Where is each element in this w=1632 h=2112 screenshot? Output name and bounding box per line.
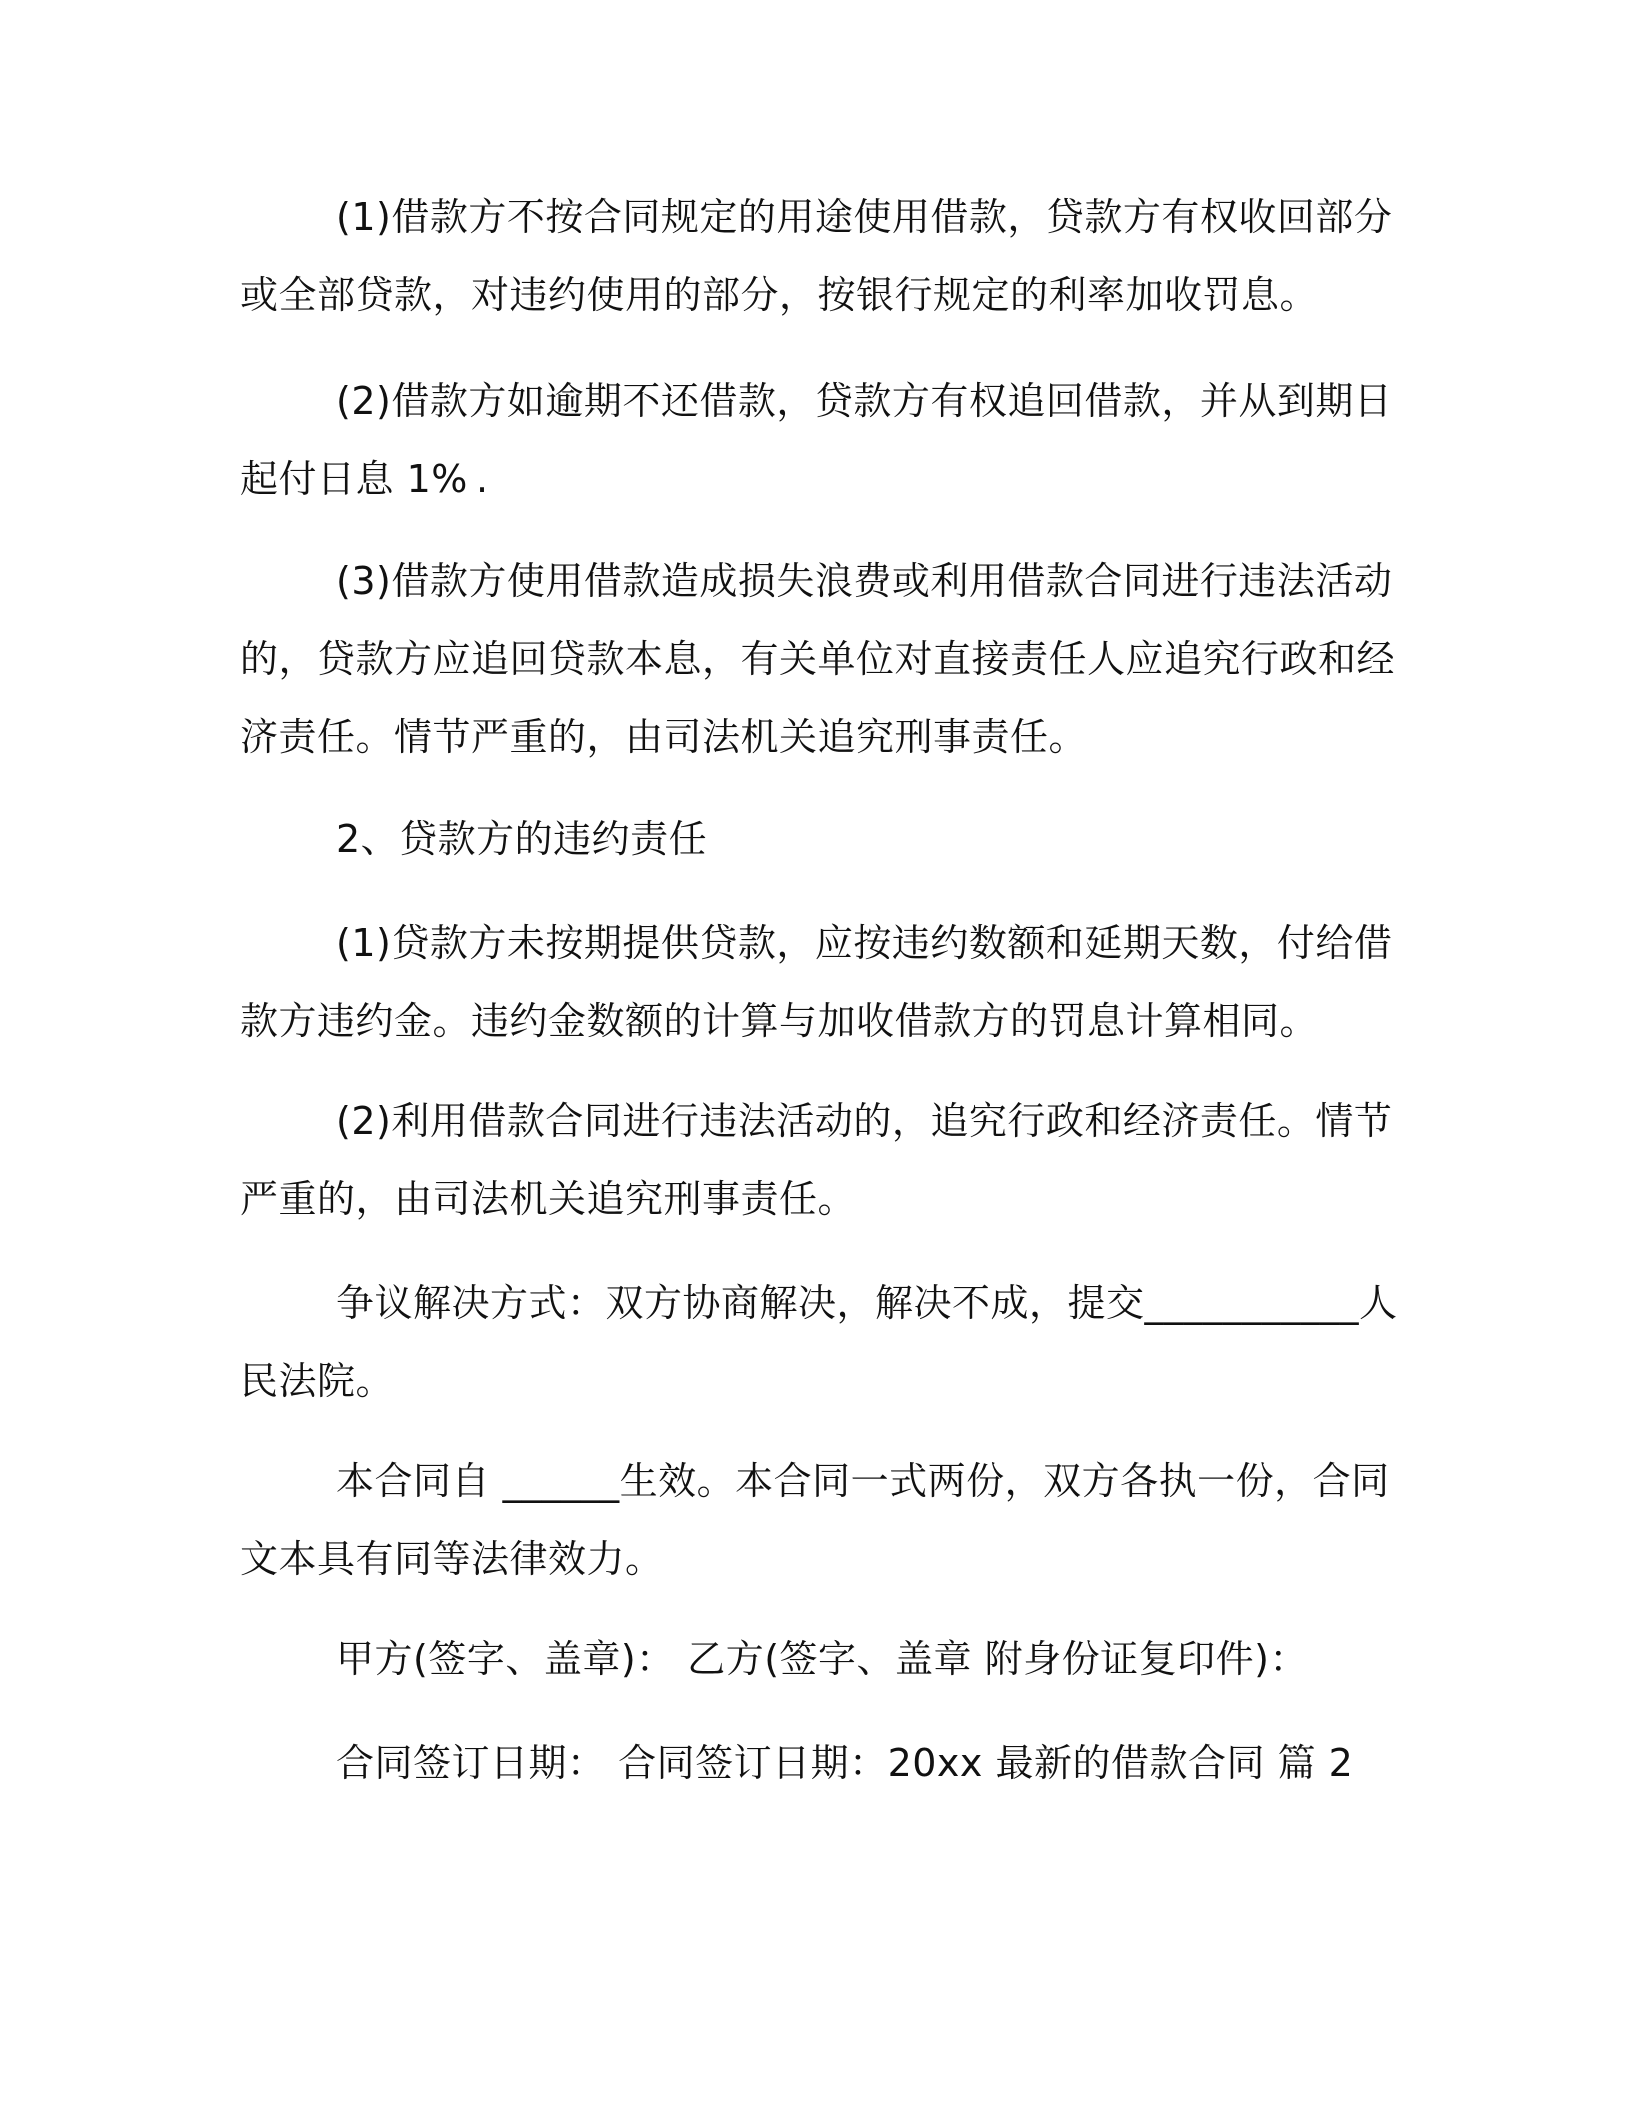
section-heading-lender-liability: [240, 800, 1380, 878]
text-line: 的，贷款方应追回贷款本息，有关单位对直接责任人应追究行政和经: [240, 637, 1396, 681]
signature-parties: [240, 1620, 1380, 1698]
text-line: 甲方(签字、盖章)： 乙方(签字、盖章 附身份证复印件)：: [336, 1637, 1308, 1681]
text-line: (2)借款方如逾期不还借款，贷款方有权追回借款，并从到期日: [336, 379, 1393, 423]
text-line: 2、贷款方的违约责任: [336, 817, 708, 861]
clause-borrower-illegal-use: [240, 542, 1396, 776]
text-line: 严重的，由司法机关追究刑事责任。: [240, 1177, 857, 1221]
text-line: 民法院。: [240, 1359, 395, 1403]
text-line: (1)贷款方未按期提供贷款，应按违约数额和延期天数，付给借: [336, 921, 1393, 965]
text-line: 起付日息 1% .: [240, 457, 489, 501]
text-line: 或全部贷款，对违约使用的部分，按银行规定的利率加收罚息。: [240, 273, 1319, 317]
clause-effective-date: [240, 1442, 1390, 1598]
text-line: 款方违约金。违约金数额的计算与加收借款方的罚息计算相同。: [240, 999, 1319, 1043]
signing-date: [240, 1724, 1380, 1802]
text-line: (1)借款方不按合同规定的用途使用借款，贷款方有权收回部分: [336, 195, 1393, 239]
text-line: 文本具有同等法律效力。: [240, 1537, 664, 1581]
text-line: 争议解决方式：双方协商解决，解决不成，提交___________人: [336, 1281, 1398, 1325]
text-line: 本合同自 ______生效。本合同一式两份，双方各执一份，合同: [336, 1459, 1390, 1503]
text-line: 济责任。情节严重的，由司法机关追究刑事责任。: [240, 715, 1088, 759]
text-line: (3)借款方使用借款造成损失浪费或利用借款合同进行违法活动: [336, 559, 1393, 603]
clause-borrower-misuse: [240, 178, 1393, 334]
text-line: 合同签订日期： 合同签订日期：20xx 最新的借款合同 篇 2: [336, 1741, 1354, 1785]
clause-dispute-resolution: [240, 1264, 1398, 1420]
clause-lender-late-loan: [240, 904, 1393, 1060]
clause-lender-illegal-use: [240, 1082, 1393, 1238]
clause-borrower-overdue: [240, 362, 1393, 518]
text-line: (2)利用借款合同进行违法活动的，追究行政和经济责任。情节: [336, 1099, 1393, 1143]
